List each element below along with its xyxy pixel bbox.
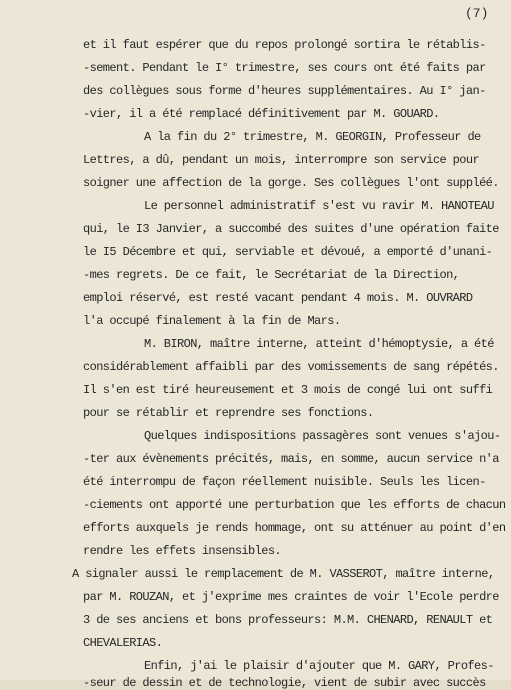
text-line: emploi réservé, est resté vacant pendant 4 mois. M. OUVRARD: [83, 291, 473, 305]
text-line: considérablement affaibli par des vomissements de sang répétés.: [83, 360, 499, 374]
text-line: Lettres, a dû, pendant un mois, interrompre son service pour: [83, 153, 480, 167]
text-line: -mes regrets. De ce fait, le Secrétariat de la Direction,: [83, 268, 460, 282]
text-line: Il s'en est tiré heureusement et 3 mois de congé lui ont suffi: [83, 383, 493, 397]
text-line: pour se rétablir et reprendre ses fonctions.: [83, 406, 374, 420]
text-line: le I5 Décembre et qui, serviable et dévoué, a emporté d'unani-: [83, 245, 493, 259]
text-line: -vier, il a été remplacé définitivement par M. GOUARD.: [83, 107, 440, 121]
text-line: par M. ROUZAN, et j'exprime mes craintes de voir l'Ecole perdre: [83, 590, 499, 604]
text-line: rendre les effets insensibles.: [83, 544, 282, 558]
text-line: des collègues sous forme d'heures supplémentaires. Au I° jan-: [83, 84, 486, 98]
text-line: A signaler aussi le remplacement de M. VASSEROT, maître interne,: [72, 567, 495, 581]
text-line: Le personnel administratif s'est vu ravir M. HANOTEAU: [144, 199, 494, 213]
text-line: A la fin du 2° trimestre, M. GEORGIN, Professeur de: [144, 130, 481, 144]
text-line: M. BIRON, maître interne, atteint d'hémoptysie, a été: [144, 337, 494, 351]
text-line: 3 de ses anciens et bons professeurs: M.M. CHENARD, RENAULT et: [83, 613, 493, 627]
text-line: Enfin, j'ai le plaisir d'ajouter que M. GARY, Profes-: [144, 659, 494, 673]
text-line: -ciements ont apporté une perturbation que les efforts de chacun: [83, 498, 506, 512]
text-line: -ter aux évènements précités, mais, en somme, aucun service n'a: [83, 452, 499, 466]
text-line: Quelques indispositions passagères sont venues s'ajou-: [144, 429, 501, 443]
text-line: soigner une affection de la gorge. Ses collègues l'ont suppléé.: [83, 176, 499, 190]
text-line: été interrompu de façon réellement nuisible. Seuls les licen-: [83, 475, 486, 489]
text-line: -sement. Pendant le I° trimestre, ses cours ont été faits par: [83, 61, 486, 75]
page-number: (7): [465, 6, 489, 21]
text-line: qui, le I3 Janvier, a succombé des suites d'une opération faite: [83, 222, 499, 236]
text-line: CHEVALERIAS.: [83, 636, 163, 650]
text-line: l'a occupé finalement à la fin de Mars.: [83, 314, 341, 328]
text-line: et il faut espérer que du repos prolongé sortira le rétablis-: [83, 38, 486, 52]
text-line: efforts auxquels je rends hommage, ont su atténuer au point d'en: [83, 521, 506, 535]
text-line: -seur de dessin et de technologie, vient de subir avec succès: [83, 676, 486, 690]
